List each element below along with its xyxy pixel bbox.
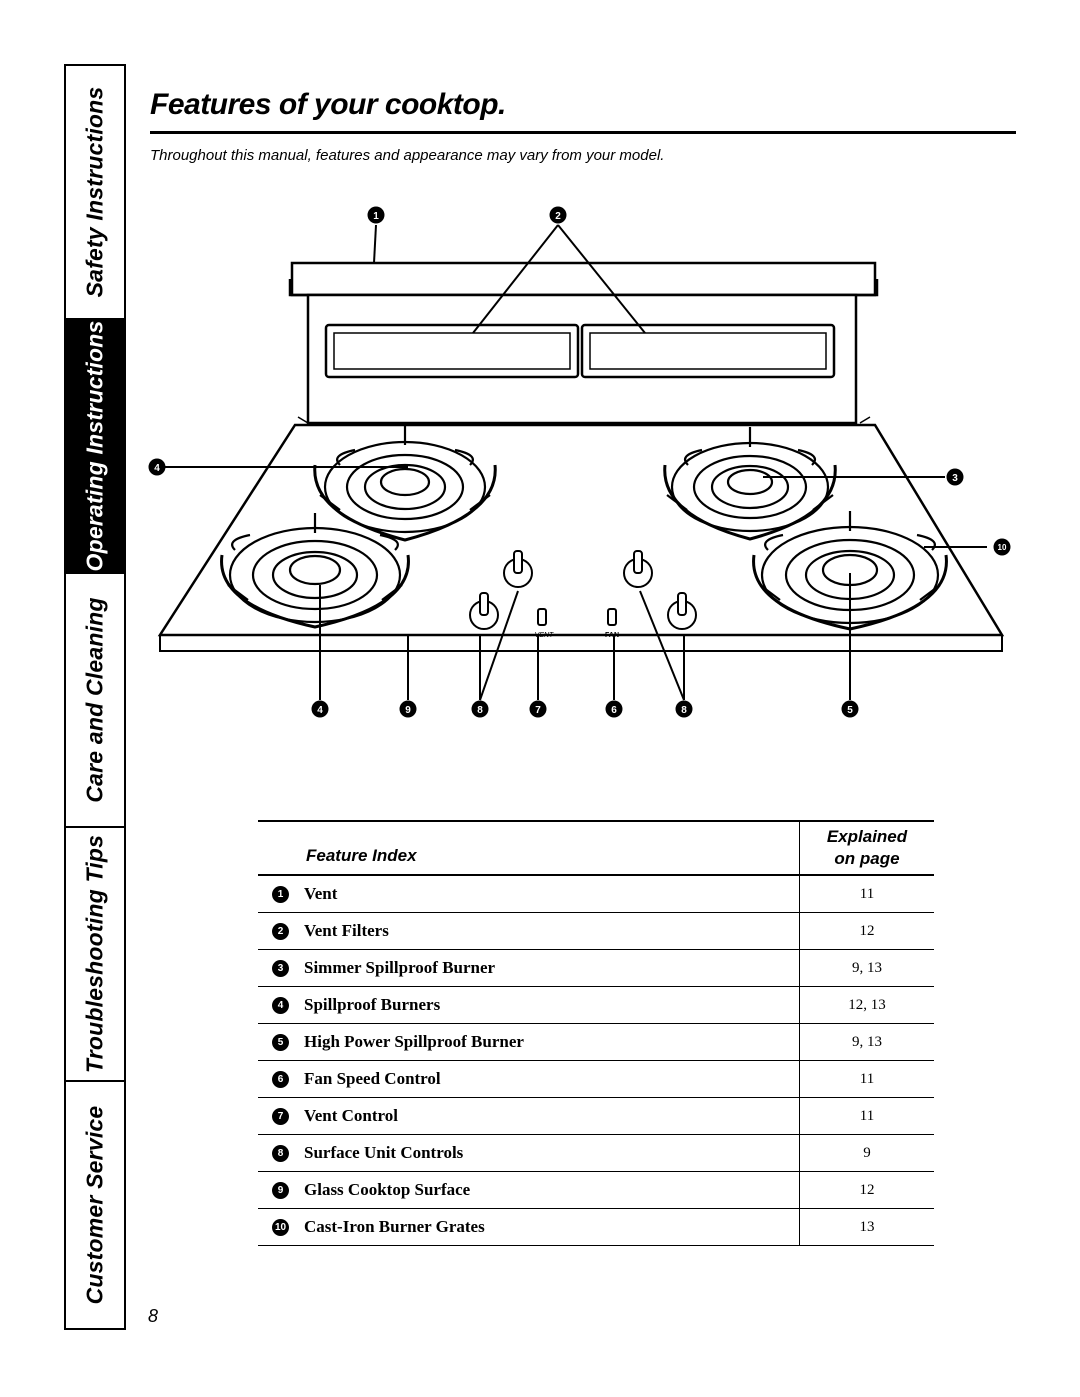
feature-name: Surface Unit Controls: [304, 1143, 464, 1162]
table-row: [258, 1024, 934, 1061]
callout-8-right: [676, 701, 693, 718]
svg-text:3: 3: [952, 473, 958, 484]
callout-9: [400, 701, 417, 718]
feature-name: Vent Control: [304, 1106, 398, 1125]
feature-page-ref: 9, 13: [852, 960, 882, 976]
tab-troubleshooting-tips[interactable]: [66, 828, 124, 1082]
feature-number-badge: 7: [272, 1108, 289, 1125]
title-rule: [150, 131, 1016, 134]
feature-table-header: [258, 820, 934, 876]
table-row: [258, 876, 934, 913]
table-row: [258, 950, 934, 987]
page-title: Features of your cooktop.: [150, 88, 506, 121]
feature-number-badge: 2: [272, 923, 289, 940]
page-number: 8: [148, 1306, 159, 1326]
feature-number-badge: 5: [272, 1034, 289, 1051]
vent-switch-label: VENT: [534, 632, 554, 639]
feature-number-badge: 6: [272, 1071, 289, 1088]
callout-7: [530, 701, 547, 718]
svg-text:8: 8: [681, 705, 687, 716]
feature-name: Simmer Spillproof Burner: [304, 958, 496, 977]
tab-care-and-cleaning[interactable]: [66, 574, 124, 828]
callout-1: [368, 207, 385, 224]
fan-switch: [608, 609, 616, 625]
feature-page-ref: 9: [863, 1145, 871, 1161]
feature-number-badge: 8: [272, 1145, 289, 1162]
feature-number-badge: 1: [272, 886, 289, 903]
tab-label: Operating Instructions: [81, 320, 108, 572]
fan-switch-label: FAN: [605, 632, 619, 639]
tab-label: Care and Cleaning: [81, 597, 108, 803]
feature-page-ref: 12: [859, 923, 875, 939]
feature-number-badge: 3: [272, 960, 289, 977]
svg-text:8: 8: [477, 705, 483, 716]
table-row: [258, 1098, 934, 1135]
svg-text:10: 10: [997, 543, 1007, 552]
table-row: [258, 1209, 934, 1246]
feature-page-ref: 11: [859, 1108, 875, 1124]
callout-3: [947, 469, 964, 486]
vent-switch: [538, 609, 546, 625]
callout-4-bottom: [312, 701, 329, 718]
tab-label: Troubleshooting Tips: [81, 834, 108, 1074]
table-row: [258, 1061, 934, 1098]
feature-name: Vent: [304, 884, 338, 903]
feature-page-ref: 9, 13: [852, 1034, 882, 1050]
table-row: [258, 1172, 934, 1209]
tab-operating-instructions[interactable]: [66, 320, 124, 574]
table-row: [258, 987, 934, 1024]
svg-text:6: 6: [611, 705, 617, 716]
callout-2: [550, 207, 567, 224]
feature-number-badge: 9: [272, 1182, 289, 1199]
feature-name: High Power Spillproof Burner: [304, 1032, 524, 1051]
feature-page-ref: 13: [859, 1219, 875, 1235]
explained-heading-line2: on page: [834, 849, 900, 868]
explained-on-page-heading: [800, 826, 934, 870]
feature-index-heading: Feature Index: [306, 846, 417, 865]
feature-page-ref: 12: [859, 1182, 875, 1198]
table-row: [258, 1135, 934, 1172]
callout-4-top: [149, 459, 166, 476]
cooktop-diagram: [140, 195, 1030, 725]
page-subtitle: Throughout this manual, features and appearance may vary from your model.: [150, 147, 665, 164]
callout-10: [994, 539, 1011, 556]
svg-text:1: 1: [373, 211, 379, 222]
tab-label: Customer Service: [81, 1105, 108, 1305]
tab-customer-service[interactable]: [66, 1082, 124, 1328]
svg-text:4: 4: [317, 705, 323, 716]
tab-label: Safety Instructions: [81, 86, 108, 298]
svg-text:4: 4: [154, 463, 160, 474]
feature-name: Spillproof Burners: [304, 995, 441, 1014]
feature-page-ref: 11: [859, 886, 875, 902]
feature-name: Cast-Iron Burner Grates: [304, 1217, 485, 1236]
feature-index-table: [258, 820, 934, 1246]
feature-table-rows: [258, 876, 934, 1246]
feature-name: Fan Speed Control: [304, 1069, 441, 1088]
svg-text:2: 2: [555, 211, 561, 222]
feature-name: Glass Cooktop Surface: [304, 1180, 471, 1199]
side-tab-strip: [64, 64, 126, 1330]
svg-text:9: 9: [405, 705, 411, 716]
svg-text:7: 7: [535, 705, 541, 716]
feature-name: Vent Filters: [304, 921, 389, 940]
vent-cap: [292, 263, 875, 295]
callout-8-left: [472, 701, 489, 718]
explained-heading-line1: Explained: [826, 827, 908, 846]
feature-number-badge: 10: [272, 1219, 289, 1236]
svg-text:5: 5: [847, 705, 853, 716]
table-row: [258, 913, 934, 950]
feature-page-ref: 12, 13: [848, 997, 886, 1013]
tab-safety-instructions[interactable]: [66, 66, 124, 320]
callout-5: [842, 701, 859, 718]
feature-page-ref: 11: [859, 1071, 875, 1087]
callout-6: [606, 701, 623, 718]
feature-number-badge: 4: [272, 997, 289, 1014]
